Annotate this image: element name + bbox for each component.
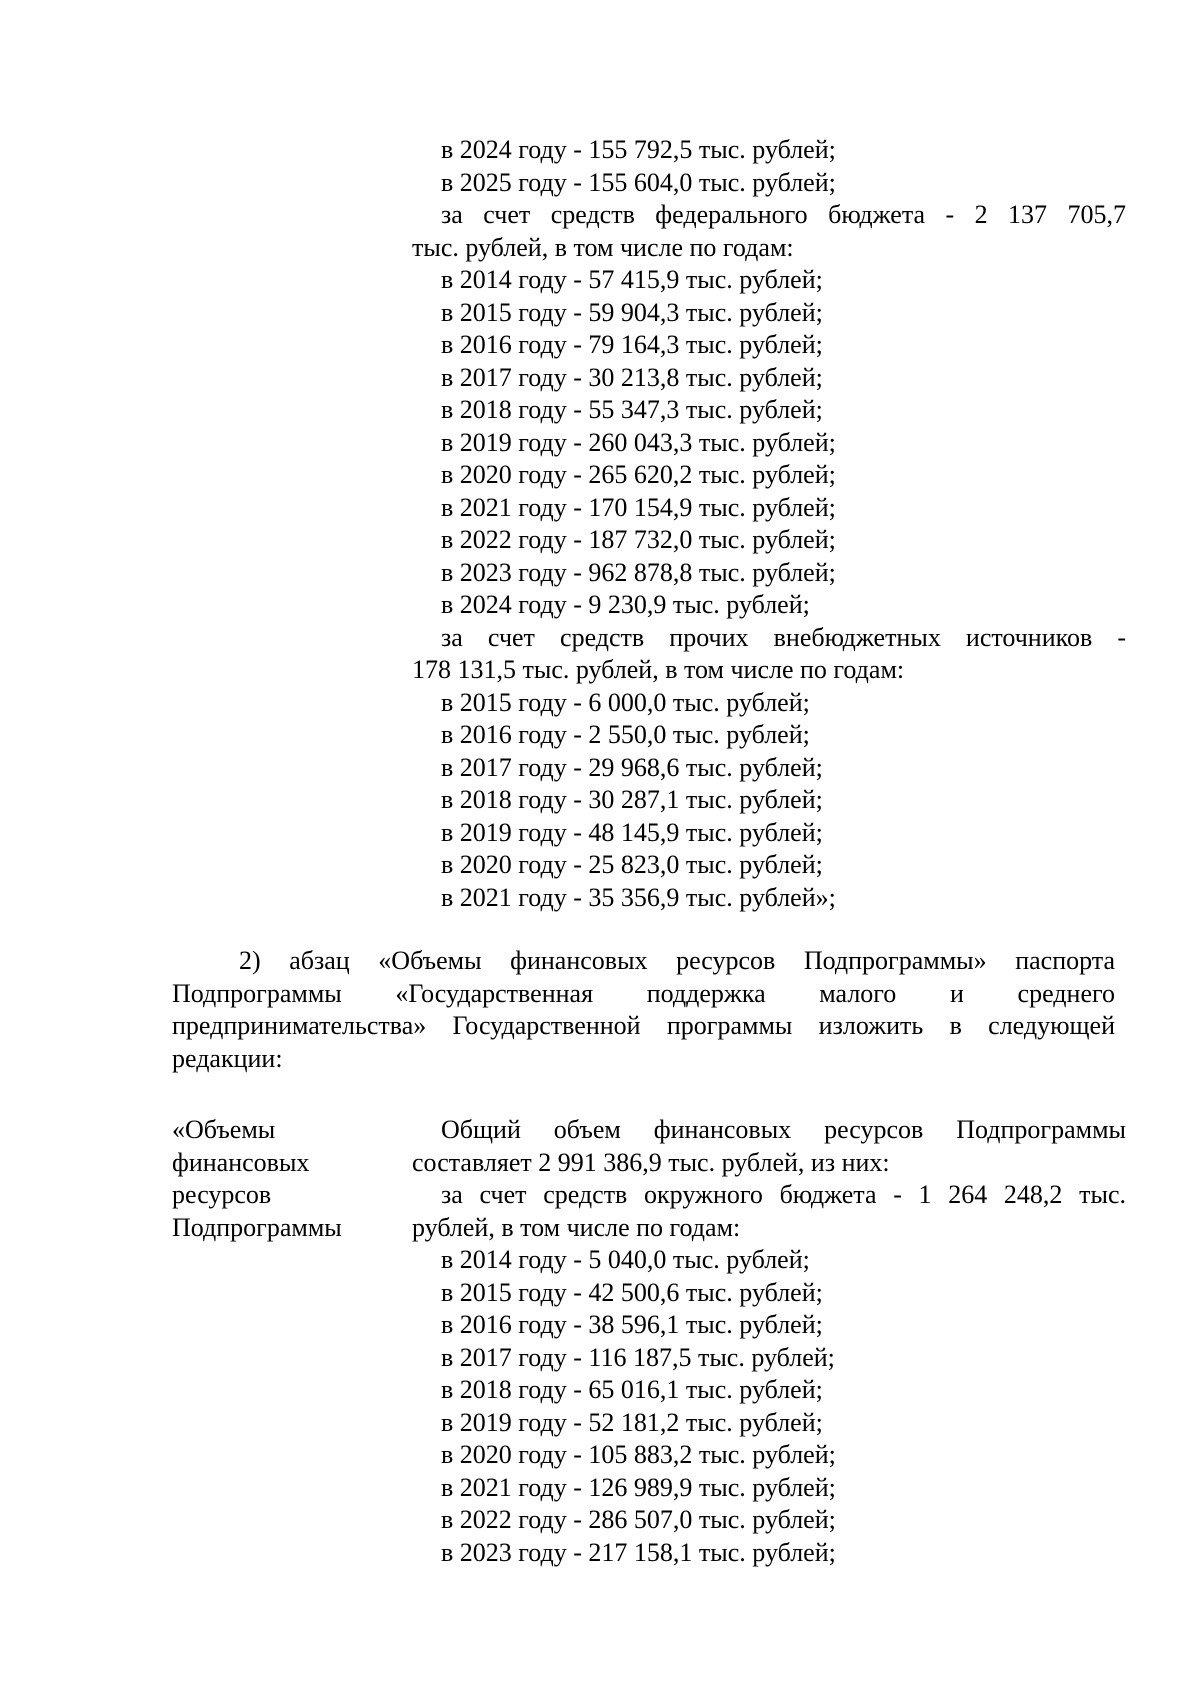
federal-budget-intro-cont: тыс. рублей, в том числе по годам: (412, 232, 794, 262)
other-year-line: в 2016 году - 2 550,0 тыс. рублей; (441, 720, 810, 749)
paragraph-line: Подпрограммы «Государственная поддержка малого и среднего (172, 978, 1115, 1008)
federal-year-line: в 2022 году - 187 732,0 тыс. рублей; (441, 525, 836, 554)
district-budget-intro-cont: рублей, в том числе по годам: (412, 1212, 741, 1242)
label-line: финансовых (172, 1147, 310, 1177)
year-line: в 2025 году - 155 604,0 тыс. рублей; (441, 167, 836, 197)
federal-year-line: в 2020 году - 265 620,2 тыс. рублей; (441, 460, 836, 489)
other-year-line: в 2017 году - 29 968,6 тыс. рублей; (441, 752, 823, 782)
passport-value (412, 1114, 1126, 1569)
district-year-line: в 2014 году - 5 040,0 тыс. рублей; (441, 1245, 810, 1274)
district-year-line: в 2015 году - 42 500,6 тыс. рублей; (441, 1277, 823, 1307)
year-line: в 2024 году - 155 792,5 тыс. рублей; (441, 135, 836, 164)
paragraph-line: предпринимательства» Государственной программы изложить в следующей (172, 1011, 1115, 1040)
federal-year-line: в 2023 году - 962 878,8 тыс. рублей; (441, 557, 836, 587)
other-year-line: в 2021 году - 35 356,9 тыс. рублей»; (441, 882, 836, 912)
federal-year-line: в 2018 году - 55 347,3 тыс. рублей; (441, 395, 823, 424)
district-year-line: в 2020 году - 105 883,2 тыс. рублей; (441, 1440, 836, 1469)
federal-year-line: в 2021 году - 170 154,9 тыс. рублей; (441, 492, 836, 522)
federal-year-line: в 2014 году - 57 415,9 тыс. рублей; (441, 265, 823, 294)
district-year-line: в 2021 году - 126 989,9 тыс. рублей; (441, 1472, 836, 1502)
district-year-line: в 2017 году - 116 187,5 тыс. рублей; (441, 1342, 835, 1372)
federal-year-line: в 2015 году - 59 904,3 тыс. рублей; (441, 297, 823, 327)
district-year-line: в 2022 году - 286 507,0 тыс. рублей; (441, 1505, 836, 1534)
label-line: Подпрограммы (172, 1212, 342, 1242)
other-year-line: в 2018 году - 30 287,1 тыс. рублей; (441, 785, 823, 814)
label-line: «Объемы (172, 1115, 276, 1144)
total-volume-line-cont: составляет 2 991 386,9 тыс. рублей, из них: (412, 1147, 890, 1177)
federal-budget-intro: за счет средств федерального бюджета - 2 137 705,7 (441, 200, 1126, 229)
funding-continuation-block (412, 134, 1126, 914)
passport-label (172, 1114, 392, 1244)
federal-year-line: в 2016 году - 79 164,3 тыс. рублей; (441, 330, 823, 359)
paragraph-last-line: редакции: (172, 1043, 283, 1073)
other-year-line: в 2019 году - 48 145,9 тыс. рублей; (441, 817, 823, 847)
other-sources-intro-cont: 178 131,5 тыс. рублей, в том числе по годам: (412, 655, 905, 684)
district-year-line: в 2018 году - 65 016,1 тыс. рублей; (441, 1375, 823, 1404)
district-budget-intro: за счет средств окружного бюджета - 1 264 248,2 тыс. (441, 1180, 1126, 1209)
federal-year-line: в 2024 году - 9 230,9 тыс. рублей; (441, 590, 810, 619)
amendment-paragraph-2 (172, 945, 1115, 1075)
label-line: ресурсов (172, 1180, 272, 1209)
district-year-line: в 2019 году - 52 181,2 тыс. рублей; (441, 1407, 823, 1437)
other-year-line: в 2020 году - 25 823,0 тыс. рублей; (441, 850, 823, 879)
other-sources-intro: за счет средств прочих внебюджетных источников - (441, 622, 1126, 652)
district-year-line: в 2023 году - 217 158,1 тыс. рублей; (441, 1537, 836, 1567)
federal-year-line: в 2019 году - 260 043,3 тыс. рублей; (441, 427, 836, 457)
paragraph-line: 2) абзац «Объемы финансовых ресурсов Подпрограммы» паспорта (239, 946, 1115, 975)
district-year-line: в 2016 году - 38 596,1 тыс. рублей; (441, 1310, 823, 1339)
other-year-line: в 2015 году - 6 000,0 тыс. рублей; (441, 687, 810, 717)
federal-year-line: в 2017 году - 30 213,8 тыс. рублей; (441, 362, 823, 392)
total-volume-line: Общий объем финансовых ресурсов Подпрограммы (441, 1115, 1126, 1144)
